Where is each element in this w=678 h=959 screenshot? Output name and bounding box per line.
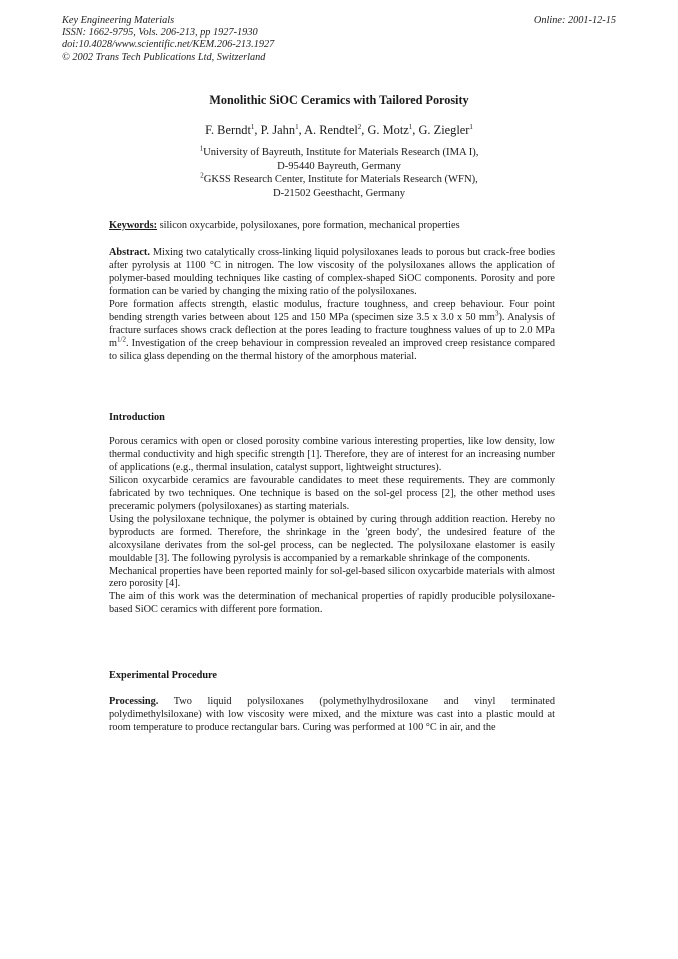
section-heading-experimental: Experimental Procedure [109,670,218,681]
author-name: G. Ziegler [418,123,470,137]
author-affiliation-mark: 1 [469,122,473,131]
affiliation-line: D-95440 Bayreuth, Germany [277,160,401,172]
affiliation-text: University of Bayreuth, Institute for Materials Research (IMA I), [203,147,479,158]
processing-label: Processing. [109,696,159,707]
affiliation-mark: 2 [200,171,204,180]
author-affiliation-mark: 1 [408,122,413,131]
abstract-paragraph [109,247,555,299]
intro-paragraph: Using the polysiloxane technique, the polymer is obtained by curing through addition reaction. Hereby no byproducts are formed. Therefore, the shrinkage in the 'green body', the undesired feature of the alcoxysilane derivates from the sol-gel process, can be neglected. The polysiloxane elastomer is easily mouldable [3]. The following pyrolysis is accompanied by a remarkable shrinkage of the components. [109,513,555,564]
paper-title: Monolithic SiOC Ceramics with Tailored Porosity [209,93,469,107]
intro-paragraph: Mechanical properties have been reported mainly for sol-gel-based silicon oxycarbide materials with almost zero porosity [4]. [109,565,555,590]
online-date: Online: 2001-12-15 [533,15,616,26]
abstract [109,247,555,364]
author-name: P. Jahn [260,123,296,137]
experimental-body [109,696,555,735]
section-heading-introduction: Introduction [109,412,165,423]
experimental-text: Two liquid polysiloxanes (polymethylhydrosiloxane and vinyl terminated polydimethylsiloxane) with low viscosity were mixed, and the mixture was cast into a plastic mould at room temperature to produce rectangular bars. Curing was performed at 100 °C in air, and the [109,696,555,733]
intro-paragraph: The aim of this work was the determination of mechanical properties of rapidly producible polysiloxane-based SiOC ceramics with different pore formation. [109,591,555,616]
journal-info [62,15,274,64]
abstract-text: Pore formation affects strength, elastic modulus, fracture toughness, and creep behaviour. Four point bending strength varies between about 125 and 150 MPa (specimen size 3.5 x 3.0 x 50 mm [109,298,555,323]
abstract-label: Abstract. [109,247,150,258]
keywords [109,220,579,231]
superscript: 1/2 [117,335,126,344]
author-affiliation-mark: 1 [295,122,299,131]
experimental-paragraph [109,696,555,735]
author-affiliation-mark: 2 [357,122,362,131]
affiliation-mark: 1 [199,144,204,153]
author-affiliation-mark: 1 [250,122,255,131]
intro-paragraph: Porous ceramics with open or closed porosity combine various interesting properties, like low density, low thermal conductivity and high specific strength [1]. Therefore, they are of interest for an increasing number of applications (e.g., thermal insulation, catalyst support, lightweight structures). [109,436,555,473]
affiliations [0,146,678,200]
affiliation-line [0,173,678,187]
author-name: A. Rendtel [304,123,358,137]
abstract-text: . Investigation of the creep behaviour in compression revealed an improved creep resistance compared to silica glass depending on the thermal history of the amorphous material. [109,337,555,362]
author-name: F. Berndt [205,123,251,137]
keywords-label: Keywords: [109,220,158,231]
intro-paragraph: Silicon oxycarbide ceramics are favourable candidates to meet these requirements. They are commonly fabricated by two techniques. One technique is based on the sol-gel process [2], the other method uses preceramic polymers (polysiloxanes) as starting materials. [109,474,555,512]
superscript: 3 [494,309,499,318]
abstract-text: ). Analysis of fracture surfaces shows crack deflection at the pores leading to fracture toughness values of up to 2.0 MPa m [109,311,555,349]
keywords-text: silicon oxycarbide, polysiloxanes, pore formation, mechanical properties [159,220,460,231]
affiliation-line [0,146,678,160]
doi-line: doi:10.4028/www.scientific.net/KEM.206-213.1927 [62,39,275,51]
abstract-text: Mixing two catalytically cross-linking liquid polysiloxanes leads to porous but crack-free bodies after pyrolysis at 1100 °C in nitrogen. The low viscosity of the polysiloxanes allows the application of polymer-based moulding techniques like casting of complex-shaped SiOC components. Porosity and pore formation can be varied by changing the mixing ratio of the polysiloxanes. [109,247,555,297]
copyright-line: © 2002 Trans Tech Publications Ltd, Switzerland [62,51,266,63]
affiliation-text: GKSS Research Center, Institute for Materials Research (WFN), [203,174,478,185]
journal-name: Key Engineering Materials [62,15,175,26]
author-name: G. Motz [367,123,409,137]
author-list: F. Berndt$^1$, P. Jahn$^1$, A. Rendtel$^2$, G. Motz$^1$, G. Ziegler$^1$ [205,122,473,137]
affiliation-line: D-21502 Geesthacht, Germany [272,187,406,199]
abstract-paragraph [109,299,555,364]
introduction-body [109,436,555,617]
issn-line: ISSN: 1662-9795, Vols. 206-213, pp 1927-1930 [62,27,258,39]
